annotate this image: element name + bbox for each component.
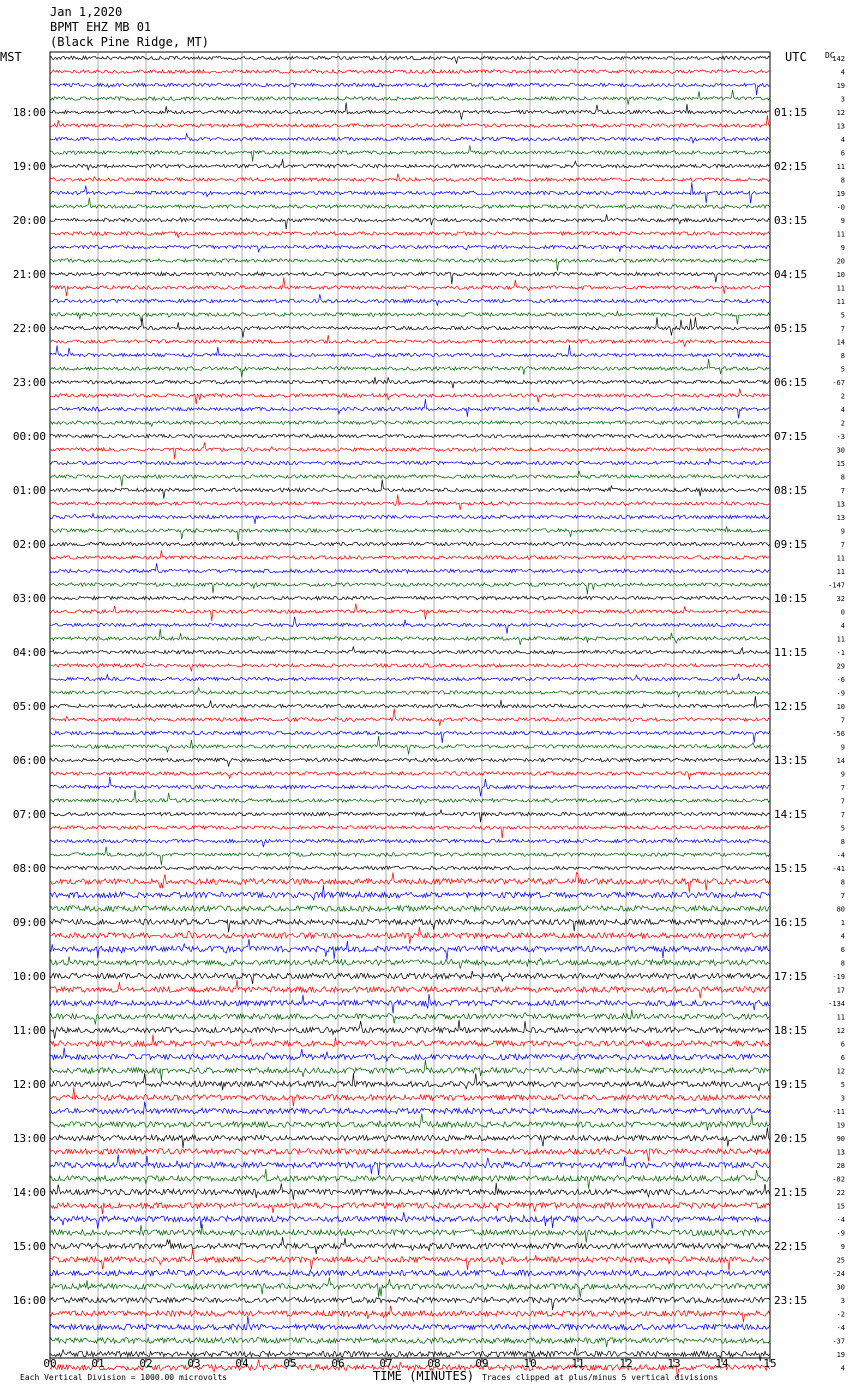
left-hour-label: 15:00 [12, 1240, 46, 1253]
trace-row-27 [50, 421, 770, 427]
right-hour-label: 18:15 [774, 1024, 808, 1037]
trace-row-17 [50, 277, 770, 296]
dc-offset-label: 1 [840, 919, 845, 927]
trace-row-37 [50, 550, 770, 559]
trace-row-82 [50, 1155, 770, 1176]
dc-offset-label: -0 [836, 203, 845, 212]
trace-row-57 [50, 826, 770, 839]
trace-row-81 [50, 1149, 770, 1162]
left-hour-label: 10:00 [12, 970, 46, 983]
trace-row-36 [50, 542, 770, 546]
dc-offset-label: 30 [836, 446, 845, 455]
dc-offset-label: -11 [832, 1108, 845, 1116]
trace-row-30 [50, 458, 770, 465]
trace-row-79 [50, 1114, 770, 1131]
right-timezone-label: UTC [785, 50, 807, 64]
trace-row-95 [50, 1338, 770, 1347]
trace-row-63 [50, 906, 770, 912]
x-tick-label-07: 07 [379, 1357, 393, 1370]
trace-row-15 [50, 259, 770, 271]
dc-offset-label: 9 [840, 743, 845, 752]
dc-offset-label: 28 [836, 1162, 845, 1170]
right-hour-label: 03:15 [774, 214, 808, 227]
dc-offset-label: 7 [840, 892, 845, 900]
trace-row-20 [50, 317, 770, 337]
left-hour-label: 23:00 [12, 376, 46, 389]
left-hour-label: 22:00 [12, 322, 46, 335]
station-label: BPMT EHZ MB 01 [50, 20, 152, 34]
dc-offset-label: 22 [836, 1189, 845, 1197]
dc-offset-label: 20 [836, 257, 845, 266]
left-hour-label: 05:00 [12, 700, 46, 713]
trace-row-48 [50, 696, 770, 708]
dc-offset-label: 2 [840, 419, 845, 428]
right-hour-label: 08:15 [774, 484, 808, 497]
trace-row-2 [50, 83, 770, 95]
dc-offset-label: -3 [836, 433, 845, 441]
dc-offset-label: 5 [840, 311, 845, 320]
dc-offset-label: 12 [836, 1027, 845, 1035]
trace-row-70 [50, 994, 770, 1013]
dc-offset-label: -37 [832, 1337, 845, 1346]
dc-offset-label: 11 [836, 635, 845, 644]
dc-offset-label: 4 [840, 68, 845, 77]
dc-offset-label: 3 [840, 1297, 845, 1305]
dc-offset-label: 19 [836, 82, 845, 90]
trace-row-5 [50, 115, 770, 127]
dc-offset-label: 11 [836, 163, 845, 171]
trace-row-52 [50, 758, 770, 766]
trace-row-77 [50, 1087, 770, 1106]
right-hour-label: 02:15 [774, 160, 808, 173]
scale-note: Each Vertical Division = 1000.00 microvolts [20, 1373, 228, 1382]
dc-offset-label: -9 [836, 689, 845, 698]
trace-row-0 [50, 56, 770, 63]
trace-row-13 [50, 232, 770, 238]
dc-offset-label: -4 [836, 1324, 845, 1332]
dc-offset-label: -4 [836, 1216, 845, 1224]
trace-row-72 [50, 1020, 770, 1039]
dc-offset-label: 7 [840, 716, 845, 725]
dc-offset-label: 15 [836, 460, 845, 468]
left-hour-label: 19:00 [12, 160, 46, 173]
right-hour-label: 15:15 [774, 862, 808, 875]
dc-offset-label: 4 [840, 1364, 845, 1373]
trace-row-68 [50, 971, 770, 984]
dc-offset-label: 11 [836, 284, 845, 293]
dc-offset-label: 19 [836, 1351, 845, 1359]
dc-offset-label: 11 [836, 1013, 845, 1022]
dc-offset-label: 32 [836, 595, 845, 603]
dc-offset-label: 14 [836, 338, 845, 347]
dc-offset-label: 25 [836, 1256, 845, 1265]
trace-row-1 [50, 70, 770, 74]
trace-row-4 [50, 103, 770, 120]
trace-row-16 [50, 272, 770, 284]
dc-offset-label: 30 [836, 1283, 845, 1292]
dc-offset-label: 8 [840, 959, 845, 968]
trace-row-29 [50, 443, 770, 459]
dc-offset-label: 9 [840, 217, 845, 225]
dc-offset-label: -1 [836, 649, 845, 657]
dc-offset-label: 7 [840, 325, 845, 333]
dc-offset-label: -67 [832, 379, 845, 387]
left-hour-label: 20:00 [12, 214, 46, 227]
trace-row-59 [50, 847, 770, 866]
trace-row-53 [50, 771, 770, 780]
dc-offset-label: 4 [840, 406, 845, 414]
trace-row-78 [50, 1102, 770, 1114]
location-label: (Black Pine Ridge, MT) [50, 35, 209, 49]
x-tick-label-12: 12 [619, 1357, 633, 1370]
trace-group [50, 56, 770, 1378]
trace-row-19 [50, 311, 770, 324]
trace-row-58 [50, 838, 770, 848]
trace-row-9 [50, 174, 770, 182]
left-hour-label: 21:00 [12, 268, 46, 281]
clip-note: Traces clipped at plus/minus 5 vertical divisions [482, 1373, 719, 1382]
right-hour-label: 17:15 [774, 970, 808, 983]
x-tick-label-14: 14 [715, 1357, 729, 1370]
trace-row-96 [50, 1348, 770, 1361]
dc-offset-label: 4 [840, 136, 845, 144]
trace-row-76 [50, 1073, 770, 1091]
dc-offset-label: 13 [836, 122, 845, 131]
dc-offset-label: -56 [832, 730, 845, 738]
date-label: Jan 1,2020 [50, 5, 123, 19]
right-hour-label: 06:15 [774, 376, 808, 389]
dc-offset-label: 8 [840, 352, 845, 360]
left-hour-label: 14:00 [12, 1186, 46, 1199]
left-hour-label: 09:00 [12, 916, 46, 929]
dc-offset-label: -19 [832, 973, 845, 981]
dc-offset-label: 7 [840, 784, 845, 792]
trace-row-94 [50, 1316, 770, 1330]
trace-row-84 [50, 1183, 770, 1200]
dc-offset-label: 9 [840, 770, 845, 779]
dc-offset-label: 5 [840, 365, 845, 374]
dc-offset-label: 0 [840, 608, 845, 617]
trace-row-89 [50, 1249, 770, 1270]
trace-row-90 [50, 1269, 770, 1277]
x-tick-label-03: 03 [187, 1357, 201, 1370]
trace-row-65 [50, 927, 770, 944]
dc-offset-label: -9 [836, 1229, 845, 1238]
dc-offset-label: -147 [828, 581, 845, 590]
trace-row-50 [50, 731, 770, 743]
dc-offset-label: 7 [840, 487, 845, 495]
trace-row-14 [50, 245, 770, 252]
dc-offset-label: 6 [840, 1054, 845, 1062]
trace-row-43 [50, 629, 770, 645]
x-tick-label-10: 10 [523, 1357, 537, 1370]
trace-row-51 [50, 736, 770, 754]
left-hour-label: 03:00 [12, 592, 46, 605]
dc-offset-label: 17 [836, 986, 845, 995]
dc-offset-label: 13 [836, 1148, 845, 1157]
dc-offset-label: 10 [836, 271, 845, 279]
right-hour-labels [774, 106, 807, 1307]
left-hour-label: 01:00 [12, 484, 46, 497]
right-hour-label: 09:15 [774, 538, 808, 551]
dc-offset-label: 6 [840, 946, 845, 954]
trace-row-34 [50, 514, 770, 524]
trace-row-22 [50, 345, 770, 357]
x-tick-label-13: 13 [667, 1357, 681, 1370]
trace-row-91 [50, 1277, 770, 1297]
trace-row-38 [50, 563, 770, 573]
dc-offset-label: 9 [840, 1243, 845, 1251]
trace-row-92 [50, 1297, 770, 1310]
dc-offset-label: 142 [832, 55, 845, 63]
left-hour-label: 16:00 [12, 1294, 46, 1307]
x-tick-label-05: 05 [283, 1357, 297, 1370]
trace-row-74 [50, 1048, 770, 1062]
x-tick-label-06: 06 [331, 1357, 345, 1370]
right-hour-label: 19:15 [774, 1078, 808, 1091]
dc-offset-label: 7 [840, 541, 845, 549]
right-hour-label: 16:15 [774, 916, 808, 929]
right-hour-label: 14:15 [774, 808, 808, 821]
left-timezone-label: MST [0, 50, 22, 64]
right-hour-label: 10:15 [774, 592, 808, 605]
dc-offset-label: 4 [840, 622, 845, 630]
dc-offset-label: 90 [836, 1135, 845, 1143]
trace-row-24 [50, 377, 770, 388]
left-hour-label: 06:00 [12, 754, 46, 767]
dc-offset-label: 12 [836, 109, 845, 117]
left-hour-label: 11:00 [12, 1024, 46, 1037]
right-hour-label: 04:15 [774, 268, 808, 281]
x-tick-label-01: 01 [91, 1357, 105, 1370]
trace-row-71 [50, 1010, 770, 1025]
trace-row-86 [50, 1212, 770, 1229]
dc-offset-label: 11 [836, 298, 845, 306]
trace-row-69 [50, 980, 770, 998]
left-hour-label: 08:00 [12, 862, 46, 875]
dc-offset-label: 5 [840, 824, 845, 833]
trace-row-60 [50, 866, 770, 870]
x-tick-label-11: 11 [571, 1357, 585, 1370]
right-hour-label: 20:15 [774, 1132, 808, 1145]
dc-offset-label: -2 [836, 1310, 845, 1319]
dc-offset-label: 6 [840, 1040, 845, 1049]
dc-offset-label: 11 [836, 230, 845, 239]
x-tick-label-00: 00 [43, 1357, 57, 1370]
dc-offset-label: 8 [840, 176, 845, 185]
dc-offset-label: 6 [840, 149, 845, 158]
trace-row-64 [50, 919, 770, 932]
trace-row-3 [50, 90, 770, 105]
dc-offset-label: -82 [832, 1175, 845, 1184]
trace-row-7 [50, 145, 770, 161]
dc-offset-label: 4 [840, 932, 845, 941]
trace-row-49 [50, 709, 770, 726]
dc-offset-label: -134 [828, 1000, 845, 1008]
dc-offset-label: -41 [832, 865, 845, 873]
dc-offset-labels [828, 55, 845, 1373]
x-tick-label-09: 09 [475, 1357, 489, 1370]
trace-row-32 [50, 480, 770, 499]
x-tick-label-02: 02 [139, 1357, 153, 1370]
dc-offset-label: 7 [840, 797, 845, 806]
trace-row-87 [50, 1224, 770, 1242]
dc-offset-label: 11 [836, 554, 845, 563]
trace-row-23 [50, 359, 770, 377]
trace-row-41 [50, 604, 770, 621]
left-hour-label: 04:00 [12, 646, 46, 659]
trace-row-25 [50, 389, 770, 405]
trace-row-61 [50, 872, 770, 892]
trace-row-42 [50, 617, 770, 634]
trace-row-73 [50, 1035, 770, 1047]
dc-offset-label: -24 [832, 1270, 845, 1278]
dc-offset-label: 5 [840, 1081, 845, 1089]
right-hour-label: 11:15 [774, 646, 808, 659]
dc-offset-label: 8 [840, 473, 845, 482]
dc-offset-label: 13 [836, 514, 845, 522]
right-hour-label: 01:15 [774, 106, 808, 119]
left-hour-labels [13, 106, 46, 1307]
x-tick-label-04: 04 [235, 1357, 249, 1370]
left-hour-label: 12:00 [12, 1078, 46, 1091]
dc-offset-label: 8 [840, 878, 845, 887]
dc-offset-label: 15 [836, 1202, 845, 1211]
trace-row-33 [50, 495, 770, 510]
dc-offset-label: 7 [840, 811, 845, 819]
dc-offset-label: 9 [840, 527, 845, 536]
dc-offset-label: -4 [836, 851, 845, 860]
trace-row-31 [50, 471, 770, 487]
trace-row-18 [50, 294, 770, 306]
trace-row-88 [50, 1237, 770, 1254]
dc-offset-label: 19 [836, 1121, 845, 1130]
trace-row-6 [50, 134, 770, 144]
trace-row-62 [50, 885, 770, 900]
dc-offset-label: 9 [840, 244, 845, 252]
x-tick-label-08: 08 [427, 1357, 441, 1370]
left-hour-label: 00:00 [12, 430, 46, 443]
dc-header-label: DC [825, 51, 835, 60]
trace-row-47 [50, 688, 770, 698]
dc-offset-label: 3 [840, 1094, 845, 1103]
dc-offset-label: -6 [836, 676, 845, 684]
left-hour-label: 18:00 [12, 106, 46, 119]
trace-row-67 [50, 957, 770, 969]
trace-row-56 [50, 810, 770, 823]
left-hour-label: 02:00 [12, 538, 46, 551]
right-hour-label: 13:15 [774, 754, 808, 767]
right-hour-label: 07:15 [774, 430, 808, 443]
trace-row-85 [50, 1203, 770, 1214]
left-hour-label: 13:00 [12, 1132, 46, 1145]
trace-row-80 [50, 1128, 770, 1148]
trace-row-45 [50, 664, 770, 672]
dc-offset-label: 10 [836, 703, 845, 711]
right-hour-label: 22:15 [774, 1240, 808, 1253]
trace-row-26 [50, 399, 770, 418]
x-tick-label-15: 15 [763, 1357, 777, 1370]
right-hour-label: 21:15 [774, 1186, 808, 1199]
dc-offset-label: 3 [840, 95, 845, 104]
dc-offset-label: 14 [836, 757, 845, 765]
right-hour-label: 23:15 [774, 1294, 808, 1307]
dc-offset-label: 80 [836, 905, 845, 914]
trace-row-40 [50, 596, 770, 600]
dc-offset-label: 11 [836, 568, 845, 576]
trace-row-12 [50, 214, 770, 229]
trace-row-21 [50, 335, 770, 346]
trace-row-35 [50, 526, 770, 541]
trace-row-46 [50, 674, 770, 681]
dc-offset-label: 2 [840, 392, 845, 401]
trace-row-83 [50, 1169, 770, 1188]
right-hour-label: 05:15 [774, 322, 808, 335]
trace-row-11 [50, 198, 770, 209]
trace-row-8 [50, 159, 770, 170]
dc-offset-label: 29 [836, 662, 845, 671]
dc-offset-label: 19 [836, 190, 845, 198]
trace-row-28 [50, 434, 770, 438]
trace-row-44 [50, 646, 770, 654]
trace-row-39 [50, 583, 770, 595]
left-hour-label: 07:00 [12, 808, 46, 821]
dc-offset-label: 12 [836, 1067, 845, 1076]
dc-offset-label: 13 [836, 500, 845, 509]
dc-offset-label: 8 [840, 838, 845, 846]
trace-row-55 [50, 790, 770, 804]
trace-row-93 [50, 1306, 770, 1323]
x-axis-title: TIME (MINUTES) [373, 1369, 475, 1383]
trace-row-10 [50, 182, 770, 203]
right-hour-label: 12:15 [774, 700, 808, 713]
trace-row-75 [50, 1060, 770, 1081]
trace-row-54 [50, 777, 770, 796]
